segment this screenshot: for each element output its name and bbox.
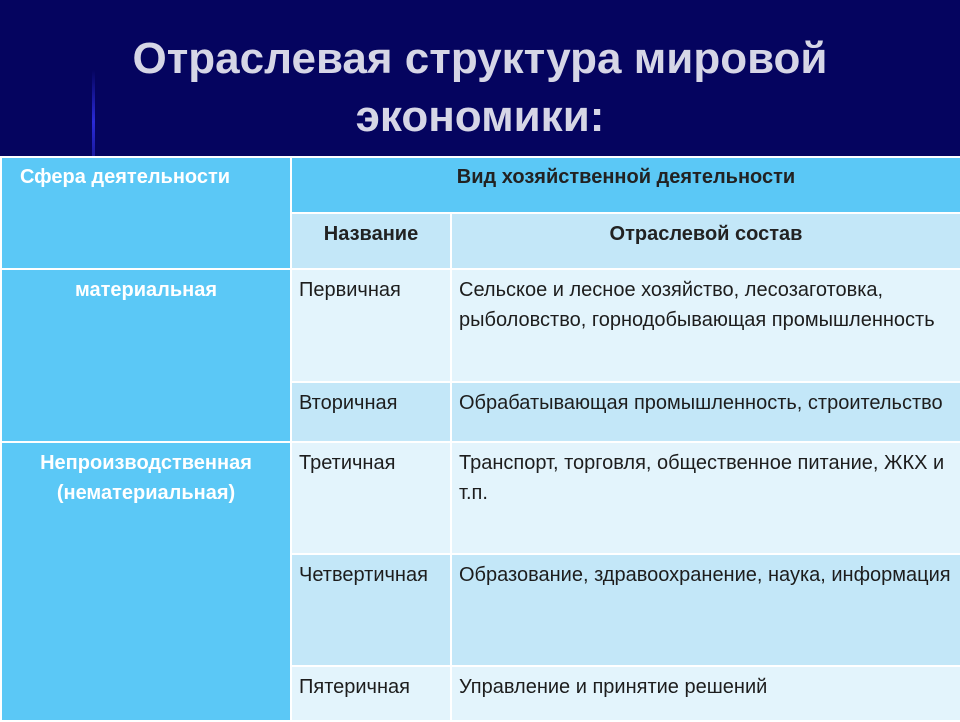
table-row <box>1 269 960 382</box>
sphere-non-material: Непроизводственная (нематериальная) <box>1 442 291 721</box>
table-row <box>1 442 960 554</box>
header-sphere: Сфера деятельности <box>1 157 291 269</box>
title-line-2: экономики: <box>355 92 605 141</box>
sector-name: Четвертичная <box>291 554 451 666</box>
sphere-material: материальная <box>1 269 291 442</box>
sector-name: Первичная <box>291 269 451 382</box>
industry-structure-table <box>0 156 960 722</box>
sector-name: Вторичная <box>291 382 451 442</box>
sector-composition: Управление и принятие решений <box>451 666 960 721</box>
table-header-row <box>1 157 960 213</box>
header-name: Название <box>291 213 451 269</box>
sector-composition: Транспорт, торговля, общественное питание, ЖКХ и т.п. <box>451 442 960 554</box>
sector-composition: Обрабатывающая промышленность, строительство <box>451 382 960 442</box>
header-composition: Отраслевой состав <box>451 213 960 269</box>
sector-composition: Сельское и лесное хозяйство, лесозаготовка, рыболовство, горнодобывающая промышленность <box>451 269 960 382</box>
sector-composition: Образование, здравоохранение, наука, информация <box>451 554 960 666</box>
sector-name: Пятеричная <box>291 666 451 721</box>
sector-name: Третичная <box>291 442 451 554</box>
slide-title <box>0 30 960 146</box>
title-line-1: Отраслевая структура мировой <box>132 34 828 83</box>
header-activity-type: Вид хозяйственной деятельности <box>291 157 960 213</box>
